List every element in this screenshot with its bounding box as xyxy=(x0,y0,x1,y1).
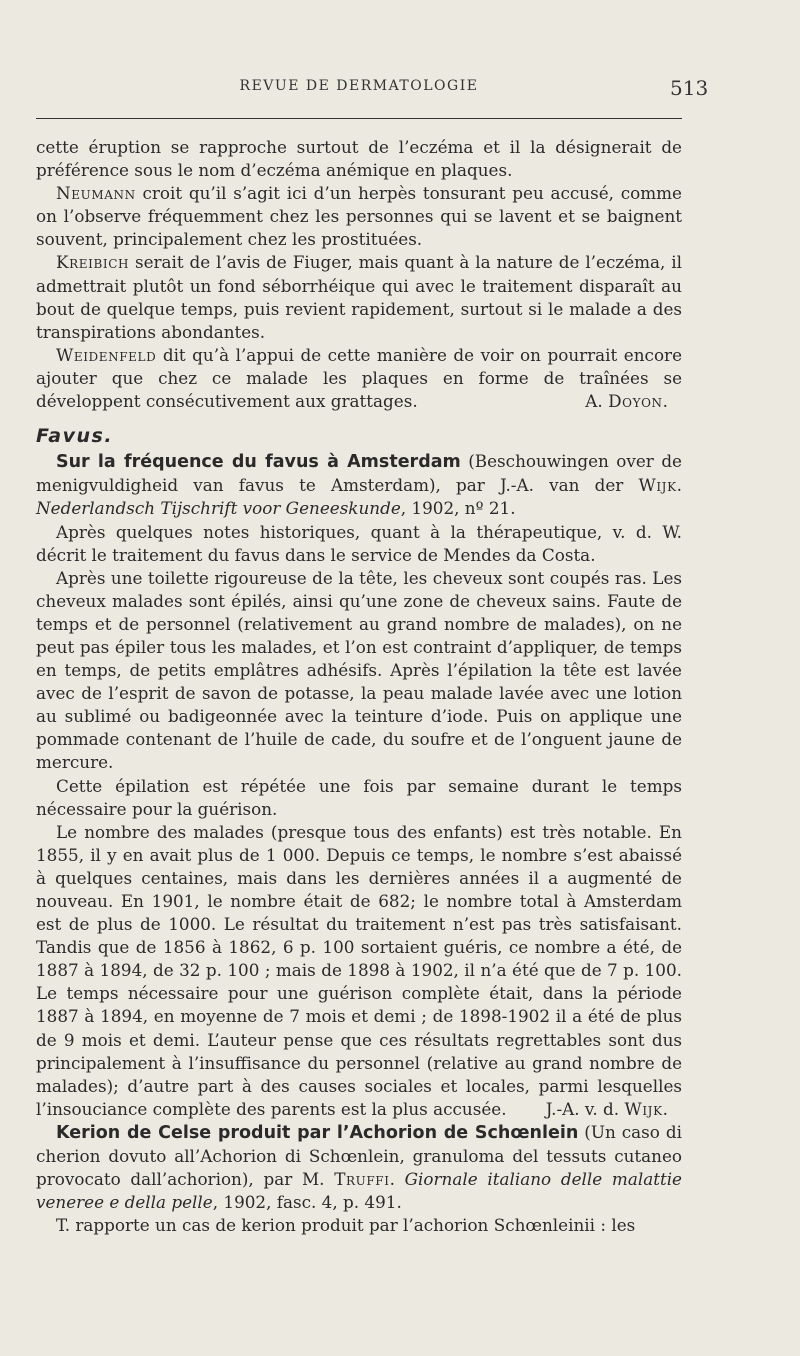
author-name: Neumann xyxy=(56,183,136,204)
paragraph xyxy=(36,344,682,413)
signature-period: . xyxy=(662,1098,668,1119)
paragraph: Cette épilation est répétée une fois par semaine durant le temps nécessaire pour la guérison. xyxy=(36,775,682,819)
running-title: REVUE DE DERMATOLOGIE xyxy=(239,78,479,94)
reference-text: (Beschouwingen over de menigvuldigheid van favus te Amsterdam), par J.-A. van der xyxy=(36,451,682,496)
author-name: Weidenfeld xyxy=(56,344,157,365)
reference-text: , 1902, fasc. 4, p. 491. xyxy=(212,1192,402,1213)
journal-title: Nederlandsch Tijschrift voor Geneeskunde xyxy=(36,498,401,519)
paragraph-text: dit qu’à l’appui de cette manière de voir on pourrait encore ajouter que chez ce malade les plaques en forme de traînées se développent consécutivement aux grattages. xyxy=(36,344,682,412)
reference-text: . xyxy=(389,1169,405,1190)
reference-author: Truffi xyxy=(334,1169,390,1190)
reference-text: (Un caso di cherion dovuto all’Achorion di Schœnlein, granuloma del tessuts cutaneo provocato dall’achorion), par M. xyxy=(36,1121,682,1190)
author-name: Kreibich xyxy=(56,252,130,273)
paragraph xyxy=(36,182,682,251)
article-title: Kerion de Celse produit par l’Achorion de Schœnlein xyxy=(56,1122,579,1143)
article-heading xyxy=(36,450,682,520)
paragraph-text: Le nombre des malades (presque tous des enfants) est très notable. En 1855, il y en avait plus de 1 000. Depuis ce temps, le nombre s’est abaissé à quelques centaines, mais dans les dernières années il a augmenté de nouveau. En 1901, le nombre était de 682; le nombre total à Amsterdam est de plus de 1000. Le résultat du traitement n’est pas très satisfaisant. Tandis que de 1856 à 1862, 6 p. 100 sortaient guéris, ce nombre a été, de 1887 à 1894, de 32 p. 100 ; mais de 1898 à 1902, il n’a été que de 7 p. 100. Le temps nécessaire pour une guérison complète était, dans la période 1887 à 1894, en moyenne de 7 mois et demi ; de 1898-1902 il a été de plus de 9 mois et demi. L’auteur pense que ces résultats regrettables sont dus principalement à l’insuffisance du personnel (relative au grand nombre de malades); d’autre part à des causes sociales et locales, parmi lesquelles l’insouciance complète des parents est la plus accusée. xyxy=(36,821,682,1119)
paragraph: Après quelques notes historiques, quant à la thérapeutique, v. d. W. décrit le traitement du favus dans le service de Mendes da Costa. xyxy=(36,521,682,565)
reference-text: . xyxy=(676,475,682,496)
signature xyxy=(526,1098,682,1121)
paragraph xyxy=(36,251,682,343)
signature-initial: J.-A. v. d. xyxy=(545,1098,625,1119)
page-number: 513 xyxy=(670,76,709,100)
signature-initial: A. xyxy=(585,391,609,412)
paragraph-text: croit qu’il s’agit ici d’un herpès tonsurant peu accusé, comme on l’observe fréquemment chez les personnes qui se lavent et se baignent souvent, principalement chez les prostituées. xyxy=(36,183,682,250)
paragraph: T. rapporte un cas de kerion produit par l’achorion Schœnleinii : les xyxy=(56,1215,636,1236)
header-rule xyxy=(36,118,682,119)
reference-author: Wijk xyxy=(638,475,677,496)
signature-name: Wijk xyxy=(624,1098,663,1119)
signature-period: . xyxy=(662,391,668,412)
signature xyxy=(565,390,682,413)
reference-text: , 1902, nº 21. xyxy=(400,498,516,519)
paragraph-text: serait de l’avis de Fiuger, mais quant à la nature de l’eczéma, il admettrait plutôt un fond séborrhéique qui avec le traitement disparaît au bout de quelque temps, puis revient rapidement, surtout si le malade a des transpirations abondantes. xyxy=(36,252,682,342)
paragraph: Après une toilette rigoureuse de la tête, les cheveux sont coupés ras. Les cheveux malades sont épilés, ainsi qu’une zone de cheveux sains. Faute de temps et de personnel (relativement au grand nombre de malades), on ne peut pas épiler tous les malades, et l’on est contraint d’appliquer, de temps en temps, de petits emplâtres adhésifs. Après l’épilation la tête est lavée avec de l’esprit de savon de potasse, la peau malade lavée avec une lotion au sublimé ou badigeonnée avec la teinture d’iode. Puis on applique une pommade contenant de l’huile de cade, du soufre et de l’onguent jaune de mercure. xyxy=(36,567,682,773)
journal-title: Giornale italiano delle malattie veneree e della pelle xyxy=(36,1169,682,1213)
page-body xyxy=(36,136,682,1237)
article-heading xyxy=(36,1121,682,1214)
section-heading: Favus. xyxy=(36,425,114,448)
paragraph xyxy=(36,821,682,1121)
article-title: Sur la fréquence du favus à Amsterdam xyxy=(56,452,461,473)
paragraph: cette éruption se rapproche surtout de l’eczéma et il la désignerait de préférence sous le nom d’eczéma anémique en plaques. xyxy=(36,137,682,181)
signature-name: Doyon xyxy=(608,391,663,412)
